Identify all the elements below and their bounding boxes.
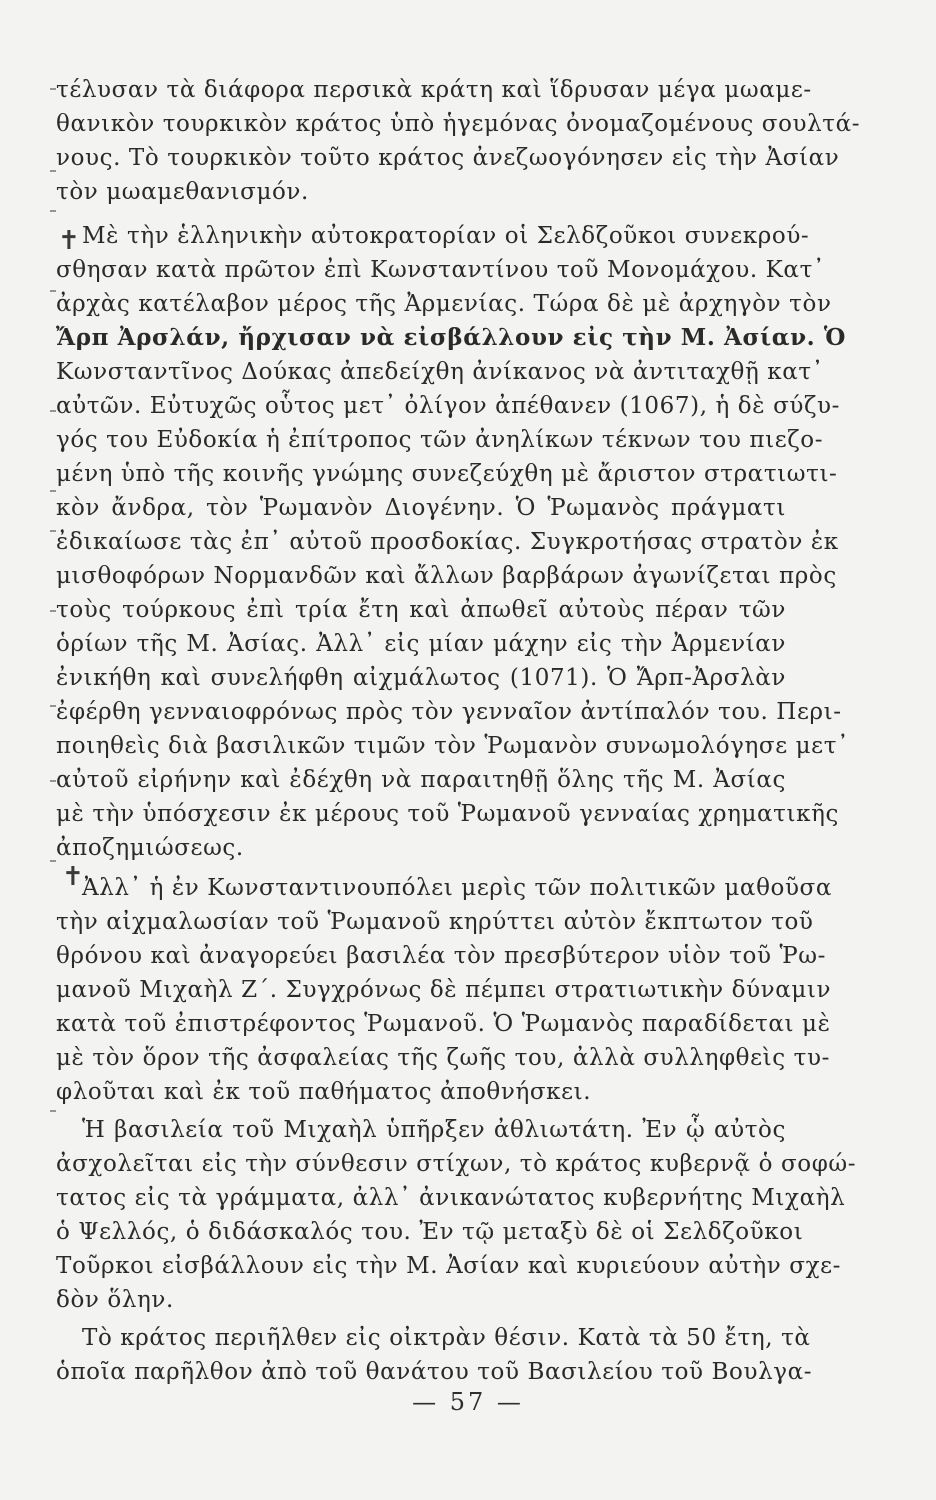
text-line: κατὰ τοῦ ἐπιστρέφοντος Ῥωμανοῦ. Ὁ Ῥωμανὸς παραδίδεται μὲ (56, 1011, 831, 1037)
text-line: τὸν μωαμεθανισμόν. (56, 179, 309, 205)
page-number: — 57 — (412, 1388, 524, 1416)
handwritten-cross-mark: ✝ (58, 226, 80, 256)
text-line: ὁρίων τῆς Μ. Ἀσίας. Ἀλλ᾽ εἰς μίαν μάχην εἰς τὴν Ἀρμενίαν (56, 631, 786, 657)
text-line: φλοῦται καὶ ἐκ τοῦ παθήματος ἀποθνήσκει. (56, 1079, 592, 1105)
text-line: νους. Τὸ τουρκικὸν τοῦτο κράτος ἀνεζωογόνησεν εἰς τὴν Ἀσίαν (56, 145, 840, 171)
text-line: Μὲ τὴν ἑλληνικὴν αὐτοκρατορίαν οἱ Σελδζοῦκοι συνεκρού- (82, 223, 810, 249)
text-line: ὁποῖα παρῆλθον ἀπὸ τοῦ θανάτου τοῦ Βασιλείου τοῦ Βουλγα- (56, 1359, 813, 1385)
text-line: ποιηθεὶς διὰ βασιλικῶν τιμῶν τὸν Ῥωμανὸν συνωμολόγησε μετ᾽ (56, 733, 850, 759)
text-line: κὸν ἄνδρα, τὸν Ῥωμανὸν Διογένην. Ὁ Ῥωμανὸς πράγματι (56, 495, 786, 521)
text-line: θρόνου καὶ ἀναγορεύει βασιλέα τὸν πρεσβύτερον υἱὸν τοῦ Ῥω- (56, 943, 826, 969)
text-line: Ἡ βασιλεία τοῦ Μιχαὴλ ὑπῆρξεν ἀθλιωτάτη. Ἐν ᾧ αὐτὸς (82, 1117, 786, 1143)
text-line: ὁ Ψελλός, ὁ διδάσκαλός του. Ἐν τῷ μεταξὺ δὲ οἱ Σελδζοῦκοι (56, 1219, 804, 1245)
text-line: αὐτῶν. Εὐτυχῶς οὗτος μετ᾽ ὀλίγον ἀπέθανεν (1067), ἡ δὲ σύζυ- (56, 393, 841, 419)
text-line: τέλυσαν τὰ διάφορα περσικὰ κράτη καὶ ἵδρυσαν μέγα μωαμε- (56, 77, 812, 103)
text-line: Τοῦρκοι εἰσβάλλουν εἰς τὴν Μ. Ἀσίαν καὶ κυριεύουν αὐτὴν σχε- (56, 1253, 842, 1279)
text-line: γός του Εὐδοκία ἡ ἐπίτροπος τῶν ἀνηλίκων τέκνων του πιεζο- (56, 427, 824, 453)
text-line: τοὺς τούρκους ἐπὶ τρία ἔτη καὶ ἀπωθεῖ αὐτοὺς πέραν τῶν (56, 597, 786, 623)
text-line: δὸν ὅλην. (56, 1287, 174, 1313)
text-line: θανικὸν τουρκικὸν κράτος ὑπὸ ἡγεμόνας ὀνομαζομένους σουλτά- (56, 111, 861, 137)
text-line: Τὸ κράτος περιῆλθεν εἰς οἰκτρὰν θέσιν. Κατὰ τὰ 50 ἔτη, τὰ (82, 1325, 811, 1351)
text-line: τὴν αἰχμαλωσίαν τοῦ Ῥωμανοῦ κηρύττει αὐτὸν ἔκπτωτον τοῦ (56, 909, 814, 935)
text-line: ἐνικήθη καὶ συνελήφθη αἰχμάλωτος (1071). Ὁ Ἄρπ-Ἀρσλὰν (56, 665, 786, 691)
text-line: μισθοφόρων Νορμανδῶν καὶ ἄλλων βαρβάρων ἀγωνίζεται πρὸς (56, 563, 837, 589)
handwritten-cross-mark: ✝ (62, 862, 84, 892)
text-line: μανοῦ Μιχαὴλ Ζ΄. Συγχρόνως δὲ πέμπει στρατιωτικὴν δύναμιν (56, 977, 832, 1003)
text-line: μένη ὑπὸ τῆς κοινῆς γνώμης συνεζεύχθη μὲ ἄριστον στρατιωτι- (56, 461, 838, 487)
text-line: Κωνσταντῖνος Δούκας ἀπεδείχθη ἀνίκανος νὰ ἀντιταχθῇ κατ᾽ (56, 359, 824, 385)
text-line: ἀποζημιώσεως. (56, 835, 244, 861)
text-line: ἐφέρθη γενναιοφρόνως πρὸς τὸν γενναῖον ἀντίπαλόν του. Περι- (56, 699, 842, 725)
text-line: ἀσχολεῖται εἰς τὴν σύνθεσιν στίχων, τὸ κράτος κυβερνᾷ ὁ σοφώ- (56, 1151, 857, 1177)
text-line: ἀρχὰς κατέλαβον μέρος τῆς Ἀρμενίας. Τώρα δὲ μὲ ἀρχηγὸν τὸν (56, 291, 832, 317)
text-line: αὐτοῦ εἰρήνην καὶ ἐδέχθη νὰ παραιτηθῇ ὅλης τῆς Μ. Ἀσίας (56, 767, 786, 793)
text-line: σθησαν κατὰ πρῶτον ἐπὶ Κωνσταντίνου τοῦ Μονομάχου. Κατ᾽ (56, 257, 825, 283)
text-line: Ἀλλ᾽ ἡ ἐν Κωνσταντινουπόλει μερὶς τῶν πολιτικῶν μαθοῦσα (82, 875, 832, 901)
text-line: τατος εἰς τὰ γράμματα, ἀλλ᾽ ἀνικανώτατος κυβερνήτης Μιχαὴλ (56, 1185, 846, 1211)
text-line: ἐδικαίωσε τὰς ἐπ᾽ αὐτοῦ προσδοκίας. Συγκροτήσας στρατὸν ἐκ (56, 529, 839, 555)
text-line: Ἄρπ Ἀρσλάν, ἤρχισαν νὰ εἰσβάλλουν εἰς τὴν Μ. Ἀσίαν. Ὁ (56, 324, 846, 351)
text-line: μὲ τὸν ὅρον τῆς ἀσφαλείας τῆς ζωῆς του, ἀλλὰ συλληφθεὶς τυ- (56, 1045, 830, 1071)
text-line: μὲ τὴν ὑπόσχεσιν ἐκ μέρους τοῦ Ῥωμανοῦ γενναίας χρηματικῆς (56, 801, 839, 827)
